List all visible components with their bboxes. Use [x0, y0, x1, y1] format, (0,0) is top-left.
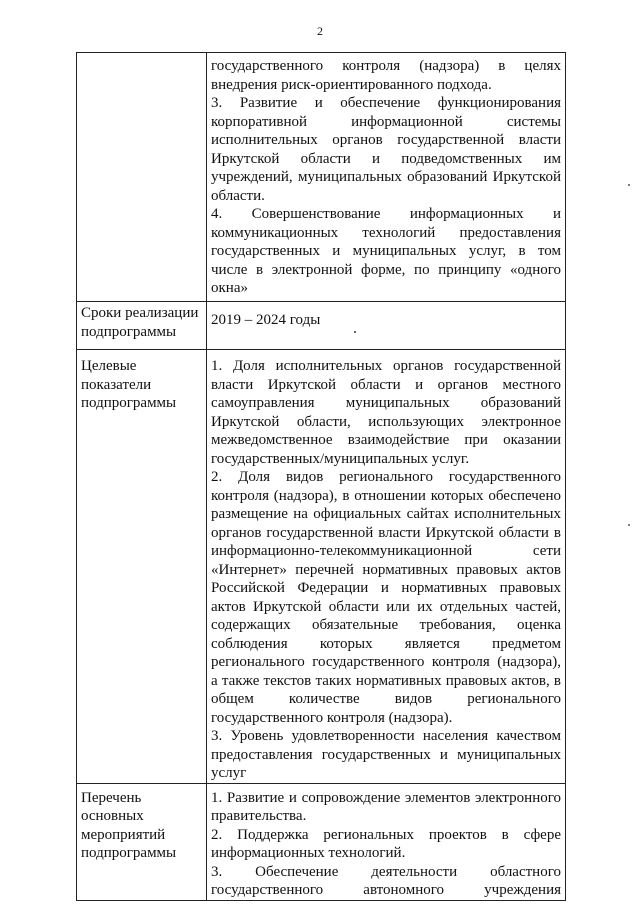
text-line: межведомственное взаимодействие при оказании — [211, 432, 561, 448]
row-value-cell — [207, 302, 566, 350]
table-row — [77, 783, 566, 900]
text-line: окна» — [211, 280, 248, 296]
text-line: а также текстов таких нормативных правовых актов, в — [211, 672, 561, 689]
text-line: самоуправления муниципальных образований — [211, 395, 561, 411]
text-line: государственного автономного учреждения — [211, 882, 561, 898]
text-line: общем количестве видов регионального — [211, 691, 561, 707]
text-line: 3. Обеспечение деятельности областного — [211, 863, 561, 880]
text-line: актов Иркутской области или их отдельных частей, — [211, 598, 561, 615]
text-line: 2. Поддержка региональных проектов в сфере — [211, 826, 561, 843]
text-line: услуг — [211, 765, 247, 781]
row-value-cell — [207, 53, 566, 302]
text-line: информационно-телекоммуникационной сети — [211, 543, 561, 559]
text-line: 1. Доля исполнительных органов государственной — [211, 358, 561, 374]
text-line: государственного контроля (надзора). — [211, 709, 453, 726]
text-line: 3. Развитие и обеспечение функционирования — [211, 95, 561, 111]
text-line: размещение на официальных сайтах исполнительных — [211, 506, 561, 522]
row-label-cell: Сроки реализации подпрограммы — [77, 302, 207, 350]
text-line: Российской Федерации и нормативных правовых — [211, 580, 561, 596]
text-line: государственных/муниципальных услуг. — [211, 450, 470, 467]
table-row — [77, 302, 566, 350]
text-line: содержащих обязательные требования, оценка — [211, 617, 561, 633]
text-line: 2. Доля видов регионального государственного — [211, 469, 561, 485]
text-line: внедрения риск-ориентированного подхода. — [211, 76, 492, 93]
scan-speck — [628, 184, 630, 186]
row-value-cell — [207, 350, 566, 784]
text-line: информационных технологий. — [211, 845, 406, 861]
text-line: числе в электронной форме, по принципу «одного — [211, 261, 561, 278]
text-line: органов государственной власти Иркутской области в — [211, 524, 561, 541]
text-line: Иркутской области, использующих электронное — [211, 413, 561, 430]
text-line: «Интернет» перечней нормативных правовых актов — [211, 561, 561, 578]
text-line: 1. Развитие и сопровождение элементов электронного — [211, 789, 561, 806]
page-number: 2 — [317, 24, 323, 38]
text-line: коммуникационных технологий предоставления — [211, 224, 561, 241]
row-label-cell: Целевые показатели подпрограммы — [77, 350, 207, 784]
text-line: корпоративной информационной системы — [211, 113, 561, 130]
table-row — [77, 350, 566, 784]
scan-speck — [628, 524, 630, 526]
text-line: 2019 – 2024 годы — [211, 312, 321, 328]
text-line: учреждений, муниципальных образований Иркутской — [211, 169, 561, 185]
text-line: контроля (надзора), в отношении которых обеспечено — [211, 487, 561, 504]
text-line: исполнительных органов государственной власти — [211, 132, 561, 148]
text-line: регионального государственного контроля (надзора), — [211, 654, 561, 670]
text-line: Иркутской области и подведомственных им — [211, 150, 561, 167]
text-line: 4. Совершенствование информационных и — [211, 206, 561, 222]
text-line: государственного контроля (надзора) в целях — [211, 58, 561, 74]
row-value-cell — [207, 783, 566, 900]
scan-speck — [354, 331, 356, 333]
row-label-cell — [77, 53, 207, 302]
row-label-cell: Перечень основных мероприятий подпрограммы — [77, 783, 207, 900]
text-line: предоставления государственных и муниципальных — [211, 746, 561, 763]
passport-table — [76, 52, 566, 901]
text-line: власти Иркутской области и органов местного — [211, 376, 561, 393]
text-line: соблюдения которых является предметом — [211, 635, 561, 652]
table-row — [77, 53, 566, 302]
text-line: 3. Уровень удовлетворенности населения качеством — [211, 728, 561, 744]
text-line: государственных и муниципальных услуг, в том — [211, 243, 561, 259]
text-line: правительства. — [211, 808, 307, 824]
text-line: области. — [211, 187, 265, 204]
